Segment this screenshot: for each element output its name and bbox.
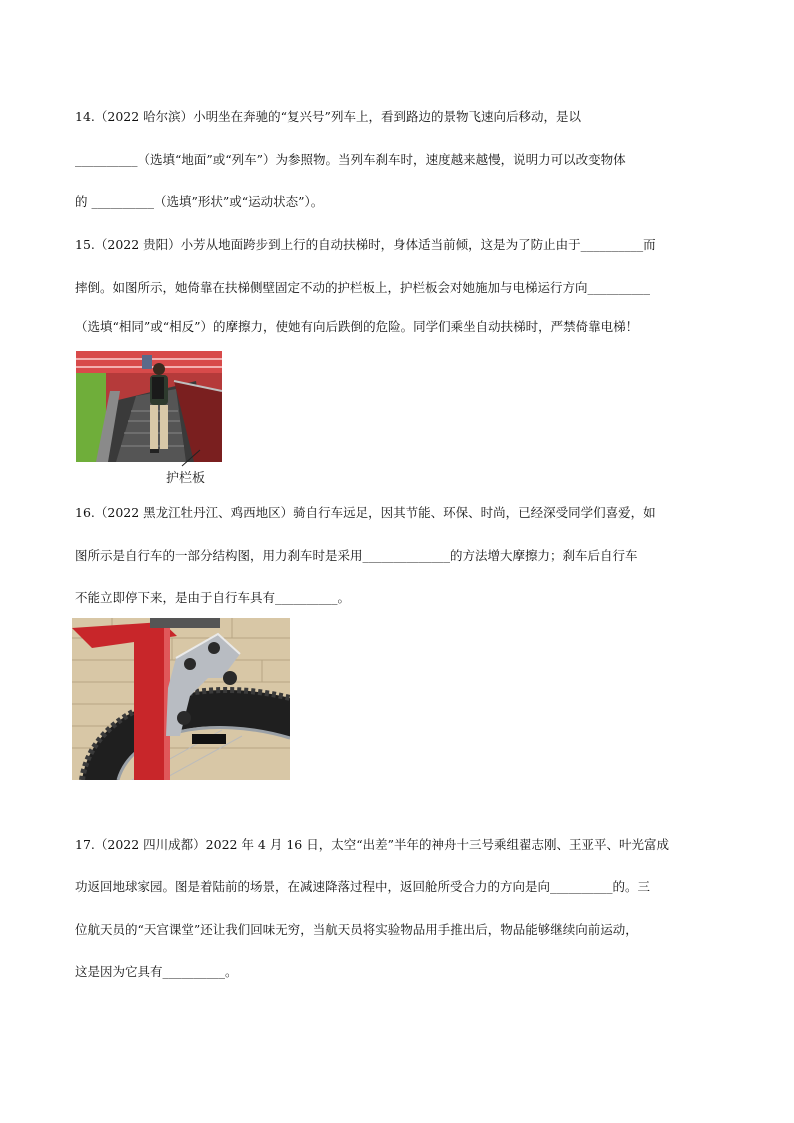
q17-line-1: 17.（2022 四川成都）2022 年 4 月 16 日，太空“出差”半年的神舟十三号乘组翟志刚、王亚平、叶光富成 (75, 837, 669, 852)
q16-line-1: 16.（2022 黑龙江牡丹江、鸡西地区）骑自行车远足，因其节能、环保、时尚，已经深受同学们喜爱，如 (75, 505, 656, 520)
bicycle-brake-photo (72, 618, 290, 780)
q17-line-3: 位航天员的“天宫课堂”还让我们回味无穷，当航天员将实验物品用手推出后，物品能够继续向前运动， (75, 922, 638, 937)
q15-line-3: （选填“相同”或“相反”）的摩擦力，使她有向后跌倒的危险。同学们乘坐自动扶梯时，严禁倚靠电梯！ (75, 319, 639, 334)
caption-pointer-line (176, 448, 206, 468)
q14-line-2: __________（选填“地面”或“列车”）为参照物。当列车刹车时，速度越来越慢，说明力可以改变物体 (75, 152, 626, 167)
q16-line-2: 图所示是自行车的一部分结构图，用力刹车时是采用______________的方法增大摩擦力；刹车后自行车 (75, 548, 638, 563)
q17-line-4: 这是因为它具有__________。 (75, 964, 238, 979)
q17-line-2: 功返回地球家园。图是着陆前的场景，在减速降落过程中，返回舱所受合力的方向是向__________的。三 (75, 879, 651, 894)
guardrail-caption: 护栏板 (166, 471, 206, 486)
q15-line-1: 15.（2022 贵阳）小芳从地面跨步到上行的自动扶梯时，身体适当前倾，这是为了防止由于__________而 (75, 237, 656, 252)
escalator-photo (76, 351, 222, 462)
q14-line-1: 14.（2022 哈尔滨）小明坐在奔驰的“复兴号”列车上，看到路边的景物飞速向后移动，是以 (75, 109, 581, 124)
q14-line-3: 的 __________（选填”形状”或“运动状态”）。 (75, 194, 324, 209)
q15-line-2: 摔倒。如图所示，她倚靠在扶梯侧壁固定不动的护栏板上，护栏板会对她施加与电梯运行方向__________ (75, 280, 651, 295)
q16-line-3: 不能立即停下来，是由于自行车具有__________。 (75, 590, 351, 605)
